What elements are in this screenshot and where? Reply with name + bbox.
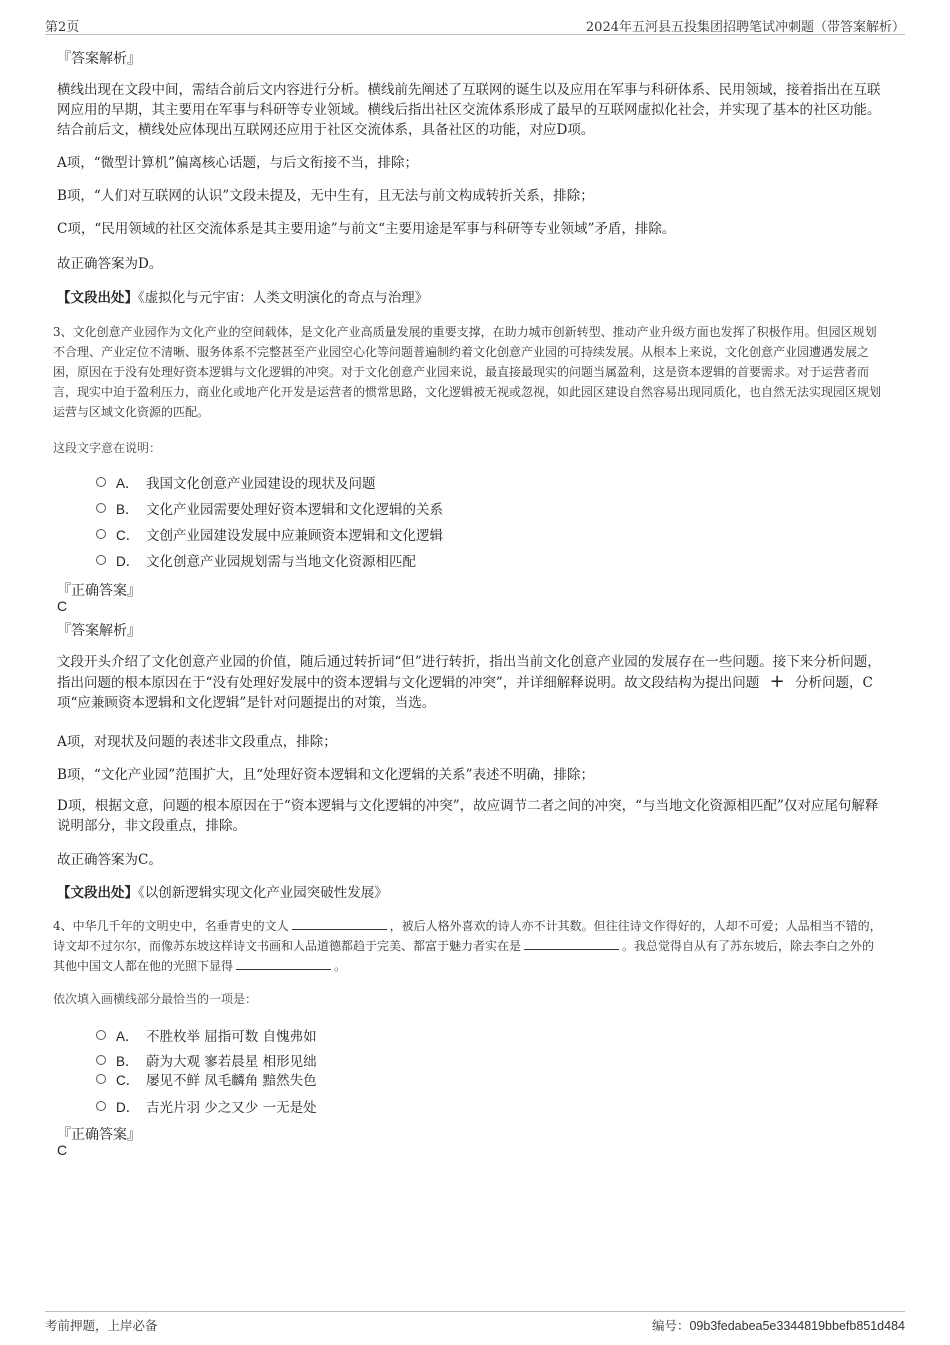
q3-option-a-note: A项，对现状及问题的表述非文段重点，排除； — [57, 734, 337, 750]
fill-blank-3 — [236, 958, 331, 970]
q3-answer-label: 『正确答案』 — [57, 583, 141, 599]
option-text: 文化创意产业园规划需与当地文化资源相匹配 — [146, 554, 416, 570]
option-text: 吉光片羽 少之又少 一无是处 — [146, 1100, 317, 1116]
q2-option-a-note: A项，“微型计算机”偏离核心话题，与后文衔接不当，排除； — [57, 155, 419, 171]
q2-conclusion: 故正确答案为D。 — [57, 256, 163, 272]
q3-analysis-part2: 分析问题，C项“应兼顾资本逻辑和文化逻辑”是针对问题提出的对策，当选。 — [57, 675, 873, 711]
q2-option-c-note: C项，“民用领域的社区交流体系是其主要用途”与前文“主要用途是军事与科研等专业领域”矛盾，排除。 — [57, 221, 676, 237]
option-text: 蔚为大观 寥若晨星 相形见绌 — [146, 1054, 317, 1070]
option-text: 文化产业园需要处理好资本逻辑和文化逻辑的关系 — [146, 502, 443, 518]
q2-source-title: 《虚拟化与元宇宙：人类文明演化的奇点与治理》 — [138, 290, 429, 306]
q2-analysis: 横线出现在文段中间，需结合前后文内容进行分析。横线前先阐述了互联网的诞生以及应用在军事与科研体系、民用领域，接着指出在互联网应用的早期，其主要用在军事与科研等专业领域。横线后指出社区交流体系形成了最早的互联网虚拟化社会，并实现了基本的社区功能。结合前后文，横线处应体现出互联网还应用于社区交流体系，具备社区的功能，对应D项。 — [57, 82, 881, 138]
radio-icon[interactable] — [96, 503, 106, 513]
q4-option-c[interactable] — [96, 1069, 317, 1089]
option-key: C． — [116, 528, 140, 543]
document-title: 2024年五河县五投集团招聘笔试冲刺题（带答案解析） — [585, 20, 905, 35]
plus-sign: + — [769, 671, 785, 692]
q4-text-part1: 4、中华几千年的文明史中，名垂青史的文人 — [53, 919, 289, 933]
q3-source-title: 《以创新逻辑实现文化产业园突破性发展》 — [138, 885, 388, 901]
q3-option-b-note: B项，“文化产业园”范围扩大，且“处理好资本逻辑和文化逻辑的关系”表述不明确，排除； — [57, 767, 595, 783]
option-key: A． — [116, 1029, 139, 1044]
radio-icon[interactable] — [96, 1055, 106, 1065]
q4-option-a[interactable] — [96, 1025, 317, 1045]
page-header — [45, 14, 905, 35]
q2-source-tag: 【文段出处】 — [57, 290, 138, 306]
option-key: A． — [116, 476, 139, 491]
q3-stem: 这段文字意在说明： — [53, 441, 162, 455]
q3-analysis-label: 『答案解析』 — [57, 623, 141, 639]
option-key: C． — [116, 1073, 140, 1088]
page-footer — [45, 1311, 905, 1336]
fill-blank-1 — [292, 918, 387, 930]
q2-option-b-note: B项，“人们对互联网的认识”文段未提及，无中生有，且无法与前文构成转折关系，排除； — [57, 188, 594, 204]
option-key: D． — [116, 1100, 140, 1115]
option-text: 不胜枚举 屈指可数 自愧弗如 — [146, 1029, 317, 1045]
q3-option-d[interactable] — [96, 550, 416, 570]
option-key: B． — [116, 502, 139, 517]
q4-text — [53, 916, 885, 976]
q3-option-b[interactable] — [96, 498, 443, 518]
radio-icon[interactable] — [96, 1074, 106, 1084]
q4-option-d[interactable] — [96, 1096, 317, 1116]
code-label: 编号： — [651, 1318, 690, 1333]
q4-option-b[interactable] — [96, 1050, 317, 1070]
q2-analysis-label: 『答案解析』 — [57, 51, 141, 67]
q3-text: 3、文化创意产业园作为文化产业的空间载体，是文化产业高质量发展的重要支撑，在助力城市创新转型、推动产业升级方面也发挥了积极作用。但园区规划不合理、产业定位不清晰、服务体系不完整甚至产业园空心化等问题普遍制约着文化创意产业园的可持续发展。从根本上来说，文化创意产业园遭遇发展之困，原因在于没有处理好资本逻辑与文化逻辑的冲突。对于文化创意产业园来说，最直接最现实的问题当属盈利，这是资本逻辑的首要需求。对于运营者而言，现实中迫于盈利压力，商业化或地产化开发是运营者的惯常思路，文化逻辑被无视或忽视，如此园区建设自然容易出现同质化，也自然无法实现园区规划运营与区域文化资源的匹配。 — [53, 325, 882, 419]
q4-text-part2: ，被后人格外喜欢的诗人亦不计其数。但往往诗文作得好的，人却不可爱；人品相当不错的，诗文却不过尔尔，而像苏东坡这样诗文书画和人品道德都趋于完美、都富于魅力者实在是 — [53, 919, 882, 953]
option-key: D． — [116, 554, 140, 569]
q3-source — [57, 881, 885, 901]
q4-text-part4: 。 — [334, 959, 347, 973]
q3-analysis — [57, 652, 885, 713]
radio-icon[interactable] — [96, 477, 106, 487]
q3-conclusion: 故正确答案为C。 — [57, 852, 162, 868]
option-key: B． — [116, 1054, 139, 1069]
q4-stem: 依次填入画横线部分最恰当的一项是： — [53, 992, 258, 1006]
q4-answer: C — [57, 1142, 68, 1158]
page-number: 第2页 — [45, 20, 80, 35]
radio-icon[interactable] — [96, 555, 106, 565]
footer-slogan: 考前押题，上岸必备 — [45, 1318, 158, 1333]
code-value: 09b3fedabea5e3344819bbefb851d484 — [689, 1319, 905, 1333]
q3-option-d-note: D项，根据文意，问题的根本原因在于“资本逻辑与文化逻辑的冲突”，故应调节二者之间的冲突，“与当地文化资源相匹配”仅对应尾句解释说明部分，非文段重点，排除。 — [57, 798, 879, 834]
q4-answer-label: 『正确答案』 — [57, 1127, 141, 1143]
radio-icon[interactable] — [96, 1101, 106, 1111]
q4-text-part3: 。我总觉得自从有了苏东坡后，除去李白之外的其他中国文人都在他的光照下显得 — [53, 939, 875, 973]
option-text: 我国文化创意产业园建设的现状及问题 — [146, 476, 376, 492]
option-text: 屡见不鲜 凤毛麟角 黯然失色 — [146, 1073, 317, 1089]
option-text: 文创产业园建设发展中应兼顾资本逻辑和文化逻辑 — [146, 528, 443, 544]
q3-source-tag: 【文段出处】 — [57, 885, 138, 901]
q2-source — [57, 286, 885, 306]
q3-answer: C — [57, 598, 68, 614]
radio-icon[interactable] — [96, 1030, 106, 1040]
radio-icon[interactable] — [96, 529, 106, 539]
q3-option-a[interactable] — [96, 472, 376, 492]
document-code — [652, 1316, 905, 1334]
q3-option-c[interactable] — [96, 524, 443, 544]
fill-blank-2 — [524, 938, 619, 950]
q3-analysis-part1: 文段开头介绍了文化创意产业园的价值，随后通过转折词“但”进行转折，指出当前文化创意产业园的发展存在一些问题。接下来分析问题，指出问题的根本原因在于“没有处理好发展中的资本逻辑与文化逻辑的冲突”，并详细解释说明。故文段结构为提出问题 — [57, 654, 881, 691]
